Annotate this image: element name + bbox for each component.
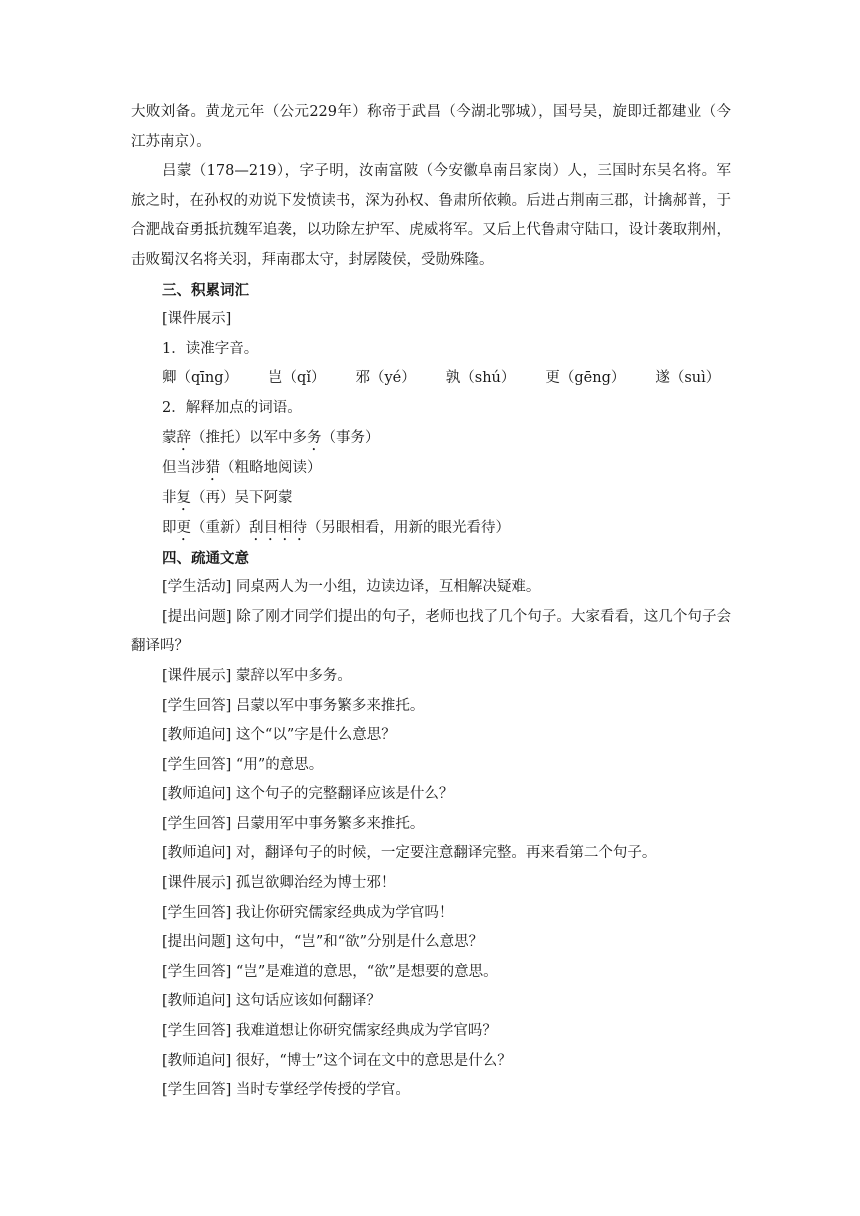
dotted-word: 务 <box>307 429 322 446</box>
dialogue-line: [教师追问] 对，翻译句子的时候，一定要注意翻译完整。再来看第二个句子。 <box>162 845 657 862</box>
vocab-gloss: （再）吴下阿蒙 <box>191 489 293 506</box>
dialogue-line: [课件展示] 孤岂欲卿治经为博士邪！ <box>162 875 396 892</box>
dialogue-line: [学生回答] 我难道想让你研究儒家经典成为学官吗？ <box>162 1023 497 1040</box>
dotted-word: 刮目相待 <box>249 519 307 536</box>
section3-heading: 三、积累词汇 <box>162 281 249 299</box>
dialogue-line: [学生回答] 吕蒙以军中事务繁多来推托。 <box>162 697 425 714</box>
item1-title: 1．读准字音。 <box>162 340 259 357</box>
intro-paragraph-continuation: 大败刘备。黄龙元年（公元229年）称帝于武昌（今湖北鄂城），国号吴，旋即迁都建业（今江苏南京）。 <box>131 104 731 150</box>
vocab-line <box>131 514 731 544</box>
vocab-line <box>131 424 731 454</box>
dialogue-line: [学生活动] 同桌两人为一小组，边读边译，互相解决疑难。 <box>162 579 541 596</box>
vocab-text: 但当涉 <box>162 459 206 476</box>
vocab-gloss: （另眼相看，用新的眼光看待） <box>307 519 510 536</box>
dialogue-line: [课件展示] 蒙辞以军中多务。 <box>162 667 352 684</box>
dialogue-line: [学生回答] “用”的意思。 <box>162 756 324 773</box>
document-body <box>131 98 731 1106</box>
dialogue-line: [提出问题] 这句中，“岂”和“欲”分别是什么意思？ <box>162 934 484 951</box>
dialogue-line: [学生回答] 我让你研究儒家经典成为学官吗！ <box>162 904 454 921</box>
pinyin-item: 卿（qīng） <box>162 370 239 387</box>
dialogue-line: [教师追问] 很好，“博士”这个词在文中的意思是什么？ <box>162 1052 512 1069</box>
courseware-label: [课件展示] <box>162 311 232 328</box>
dialogue-line: [教师追问] 这句话应该如何翻译？ <box>162 993 381 1010</box>
vocab-text: 蒙 <box>162 429 177 446</box>
intro-paragraph-lvmeng: 吕蒙（178—219），字子明，汝南富陂（今安徽阜南吕家岗）人，三国时东吴名将。军旅之时，在孙权的劝说下发愤读书，深为孙权、鲁肃所依赖。后进占荆南三郡，计擒郝普，于合淝战奋勇抵抗魏军追袭，以功除左护军、虎威将军。又后上代鲁肃守陆口，设计袭取荆州，击败蜀汉名将关羽，拜南郡太守，封孱陵侯，受勋殊隆。 <box>131 163 731 268</box>
dialogue-line: [提出问题] 除了刚才同学们提出的句子，老师也找了几个句子。大家看看，这几个句子会翻译吗？ <box>131 608 731 655</box>
vocab-text: 即 <box>162 519 177 536</box>
vocab-gloss: （粗略地阅读） <box>220 459 322 476</box>
dotted-word: 更 <box>176 519 191 536</box>
pinyin-item: 孰（shú） <box>445 370 516 387</box>
vocab-gloss: （事务） <box>321 429 380 446</box>
dialogue-line: [教师追问] 这个“以”字是什么意思？ <box>162 727 396 744</box>
pinyin-item: 邪（yé） <box>355 370 416 387</box>
dotted-word: 辞 <box>176 429 191 446</box>
item2-title: 2．解释加点的词语。 <box>162 399 302 416</box>
pinyin-item: 更（gēng） <box>545 370 626 387</box>
vocab-text: 非 <box>162 489 177 506</box>
section4-heading: 四、疏通文意 <box>162 549 249 567</box>
pinyin-item: 遂（suì） <box>655 370 721 387</box>
vocab-gloss: （重新） <box>191 519 249 536</box>
pinyin-item: 岂（qǐ） <box>268 370 326 387</box>
vocab-line <box>131 454 731 484</box>
pinyin-list <box>131 364 731 394</box>
dialogue-line: [学生回答] 当时专掌经学传授的学官。 <box>162 1082 410 1099</box>
vocab-gloss: （推托）以军中多 <box>191 429 307 446</box>
dialogue-line: [教师追问] 这个句子的完整翻译应该是什么？ <box>162 786 454 803</box>
dotted-word: 复 <box>176 489 191 506</box>
dialogue-line: [学生回答] 吕蒙用军中事务繁多来推托。 <box>162 815 425 832</box>
dialogue-line: [学生回答] “岂”是难道的意思，“欲”是想要的意思。 <box>162 963 498 980</box>
vocab-line <box>131 484 731 514</box>
dotted-word: 猎 <box>205 459 220 476</box>
